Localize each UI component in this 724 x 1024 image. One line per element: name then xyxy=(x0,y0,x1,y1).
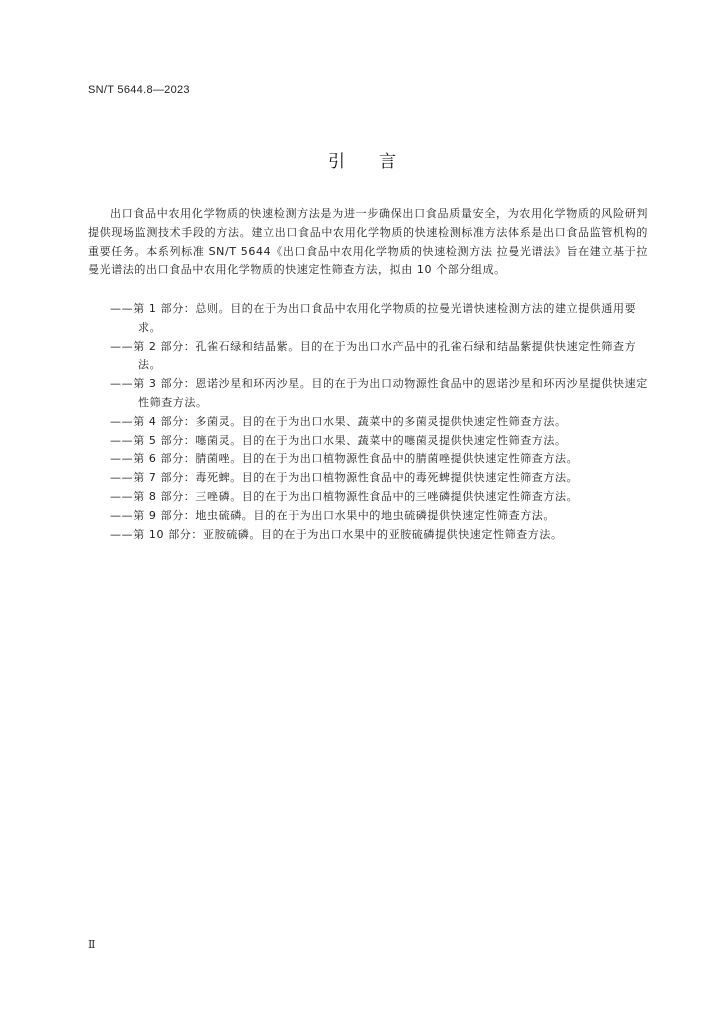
parts-list xyxy=(88,300,648,544)
part-item-3: ——第 3 部分：恩诺沙星和环丙沙星。目的在于为出口动物源性食品中的恩诺沙星和环丙沙星提供快速定性筛查方法。 xyxy=(110,377,648,409)
page-number: Ⅱ xyxy=(88,939,96,951)
standard-code: SN/T 5644.8—2023 xyxy=(88,84,190,96)
part-item-8: ——第 8 部分：三唑磷。目的在于为出口植物源性食品中的三唑磷提供快速定性筛查方法。 xyxy=(110,489,579,503)
part-item-1: ——第 1 部分：总则。目的在于为出口食品中农用化学物质的拉曼光谱快速检测方法的建立提供通用要求。 xyxy=(110,302,637,334)
page-title: 引言 xyxy=(328,152,430,172)
part-item-2: ——第 2 部分：孔雀石绿和结晶紫。目的在于为出口水产品中的孔雀石绿和结晶紫提供快速定性筛查方法。 xyxy=(110,339,637,372)
part-item-6: ——第 6 部分：腈菌唑。目的在于为出口植物源性食品中的腈菌唑提供快速定性筛查方法。 xyxy=(110,452,579,466)
part-item-5: ——第 5 部分：噻菌灵。目的在于为出口水果、蔬菜中的噻菌灵提供快速定性筛查方法。 xyxy=(110,433,567,447)
intro-paragraph: 出口食品中农用化学物质的快速检测方法是为进一步确保出口食品质量安全，为农用化学物质的风险研判提供现场监测技术手段的方法。建立出口食品中农用化学物质的快速检测标准方法体系是出口食品监管机构的重要任务。本系列标准 SN/T 5644《出口食品中农用化学物质的快速检测方法 拉曼光谱法》旨在建立基于拉曼光谱法的出口食品中农用化学物质的快速定性筛查方法，拟由 10 个部分组成。 xyxy=(88,207,648,277)
part-item-10: ——第 10 部分：亚胺硫磷。目的在于为出口水果中的亚胺硫磷提供快速定性筛查方法。 xyxy=(110,527,563,541)
part-item-9: ——第 9 部分：地虫硫磷。目的在于为出口水果中的地虫硫磷提供快速定性筛查方法。 xyxy=(110,508,555,522)
part-item-4: ——第 4 部分：多菌灵。目的在于为出口水果、蔬菜中的多菌灵提供快速定性筛查方法。 xyxy=(110,414,567,428)
part-item-7: ——第 7 部分：毒死蜱。目的在于为出口植物源性食品中的毒死蜱提供快速定性筛查方法。 xyxy=(110,471,579,485)
